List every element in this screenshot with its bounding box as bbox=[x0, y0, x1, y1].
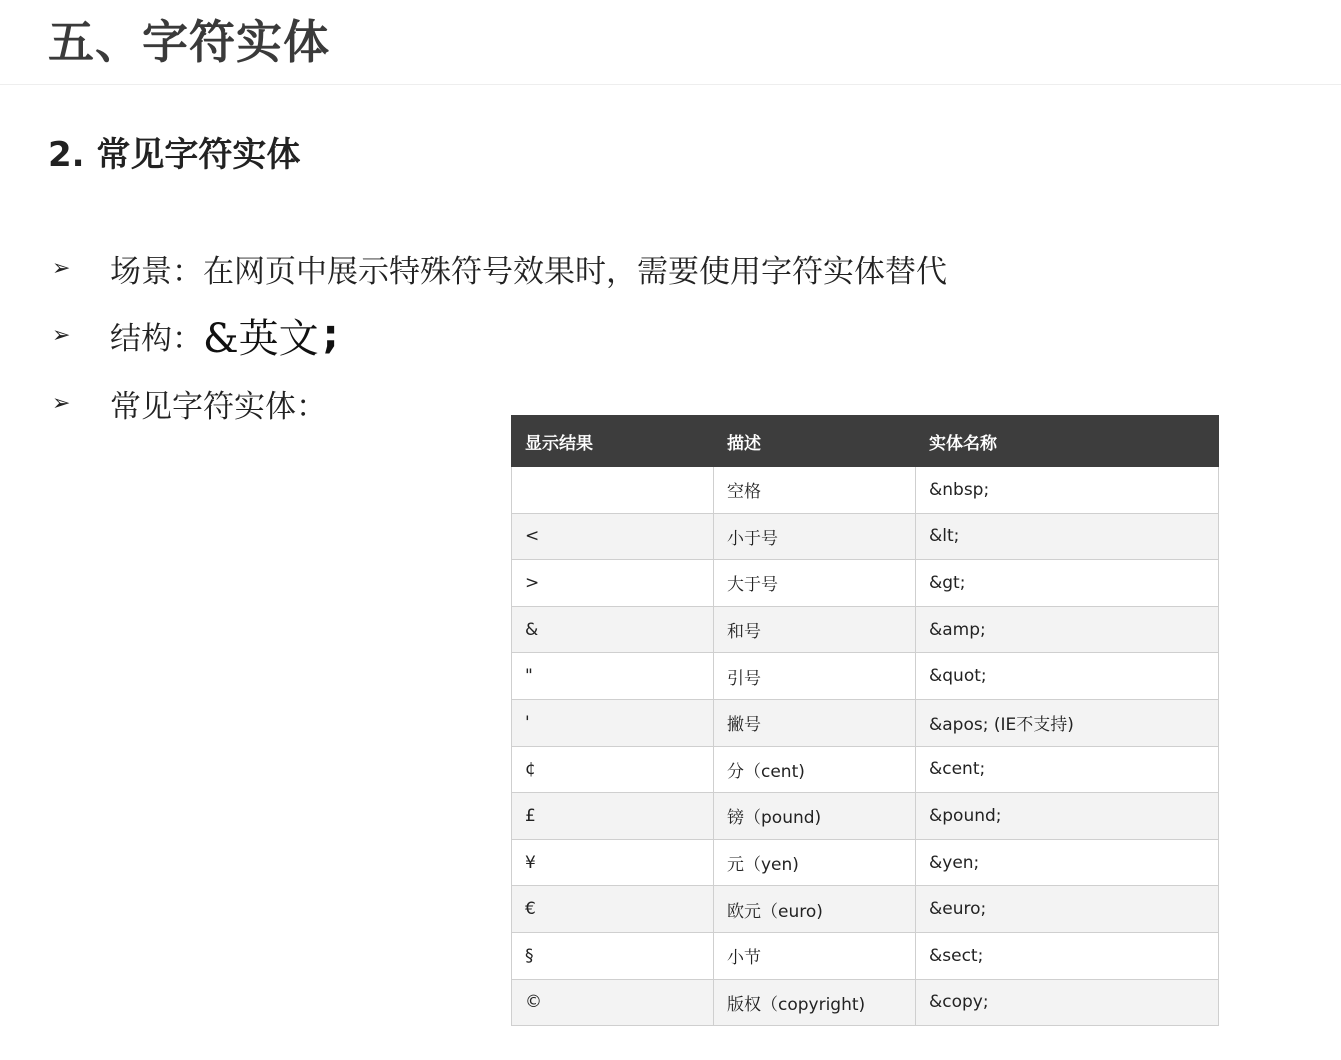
scene-text: 场景：在网页中展示特殊符号效果时，需要使用字符实体替代 bbox=[110, 253, 947, 290]
structure-semicolon: ; bbox=[322, 312, 339, 358]
table-row bbox=[512, 513, 1219, 560]
table-row bbox=[512, 606, 1219, 653]
cell-display: ' bbox=[512, 699, 714, 746]
cell-entity: &quot; bbox=[916, 653, 1219, 700]
table-header-row bbox=[512, 416, 1219, 467]
cell-desc: 小节 bbox=[714, 932, 916, 979]
entity-table bbox=[511, 415, 1219, 1026]
table-row bbox=[512, 979, 1219, 1026]
cell-desc: 元（yen) bbox=[714, 839, 916, 886]
table-row bbox=[512, 699, 1219, 746]
cell-entity: &apos; (IE不支持) bbox=[916, 699, 1219, 746]
cell-desc: 版权（copyright) bbox=[714, 979, 916, 1026]
cell-display: © bbox=[512, 979, 714, 1026]
section-title: 2. 常见字符实体 bbox=[48, 135, 301, 175]
structure-code: &英文 bbox=[203, 315, 319, 362]
cell-display: ¥ bbox=[512, 839, 714, 886]
arrow-bullet-icon: ➢ bbox=[52, 322, 71, 348]
structure-label: 结构： bbox=[110, 320, 203, 357]
cell-entity: &amp; bbox=[916, 606, 1219, 653]
cell-entity: &pound; bbox=[916, 793, 1219, 840]
cell-entity: &yen; bbox=[916, 839, 1219, 886]
table-row bbox=[512, 560, 1219, 607]
cell-display: ¢ bbox=[512, 746, 714, 793]
header-display: 显示结果 bbox=[512, 416, 714, 467]
bullet-scene bbox=[52, 243, 947, 293]
table-row bbox=[512, 467, 1219, 514]
cell-display: € bbox=[512, 886, 714, 933]
table-row bbox=[512, 653, 1219, 700]
cell-desc: 引号 bbox=[714, 653, 916, 700]
bullet-common bbox=[52, 378, 327, 428]
table-row bbox=[512, 886, 1219, 933]
header-desc: 描述 bbox=[714, 416, 916, 467]
arrow-bullet-icon: ➢ bbox=[52, 255, 71, 281]
bullet-structure bbox=[52, 310, 339, 360]
cell-desc: 撇号 bbox=[714, 699, 916, 746]
common-label: 常见字符实体： bbox=[110, 388, 327, 425]
title-bar bbox=[0, 0, 1341, 85]
cell-entity: &euro; bbox=[916, 886, 1219, 933]
cell-display: > bbox=[512, 560, 714, 607]
table-row bbox=[512, 839, 1219, 886]
cell-entity: &nbsp; bbox=[916, 467, 1219, 514]
cell-desc: 分（cent) bbox=[714, 746, 916, 793]
cell-entity: &sect; bbox=[916, 932, 1219, 979]
cell-desc: 空格 bbox=[714, 467, 916, 514]
cell-entity: &copy; bbox=[916, 979, 1219, 1026]
cell-desc: 欧元（euro) bbox=[714, 886, 916, 933]
table-row bbox=[512, 746, 1219, 793]
table-row bbox=[512, 932, 1219, 979]
arrow-bullet-icon: ➢ bbox=[52, 390, 71, 416]
cell-display: & bbox=[512, 606, 714, 653]
cell-display: " bbox=[512, 653, 714, 700]
cell-display bbox=[512, 467, 714, 514]
cell-display: £ bbox=[512, 793, 714, 840]
cell-display: § bbox=[512, 932, 714, 979]
cell-entity: &cent; bbox=[916, 746, 1219, 793]
cell-display: < bbox=[512, 513, 714, 560]
table-row bbox=[512, 793, 1219, 840]
cell-entity: &lt; bbox=[916, 513, 1219, 560]
cell-desc: 镑（pound) bbox=[714, 793, 916, 840]
cell-desc: 大于号 bbox=[714, 560, 916, 607]
page-title: 五、字符实体 bbox=[48, 15, 330, 69]
header-entity: 实体名称 bbox=[916, 416, 1219, 467]
cell-entity: &gt; bbox=[916, 560, 1219, 607]
cell-desc: 小于号 bbox=[714, 513, 916, 560]
cell-desc: 和号 bbox=[714, 606, 916, 653]
